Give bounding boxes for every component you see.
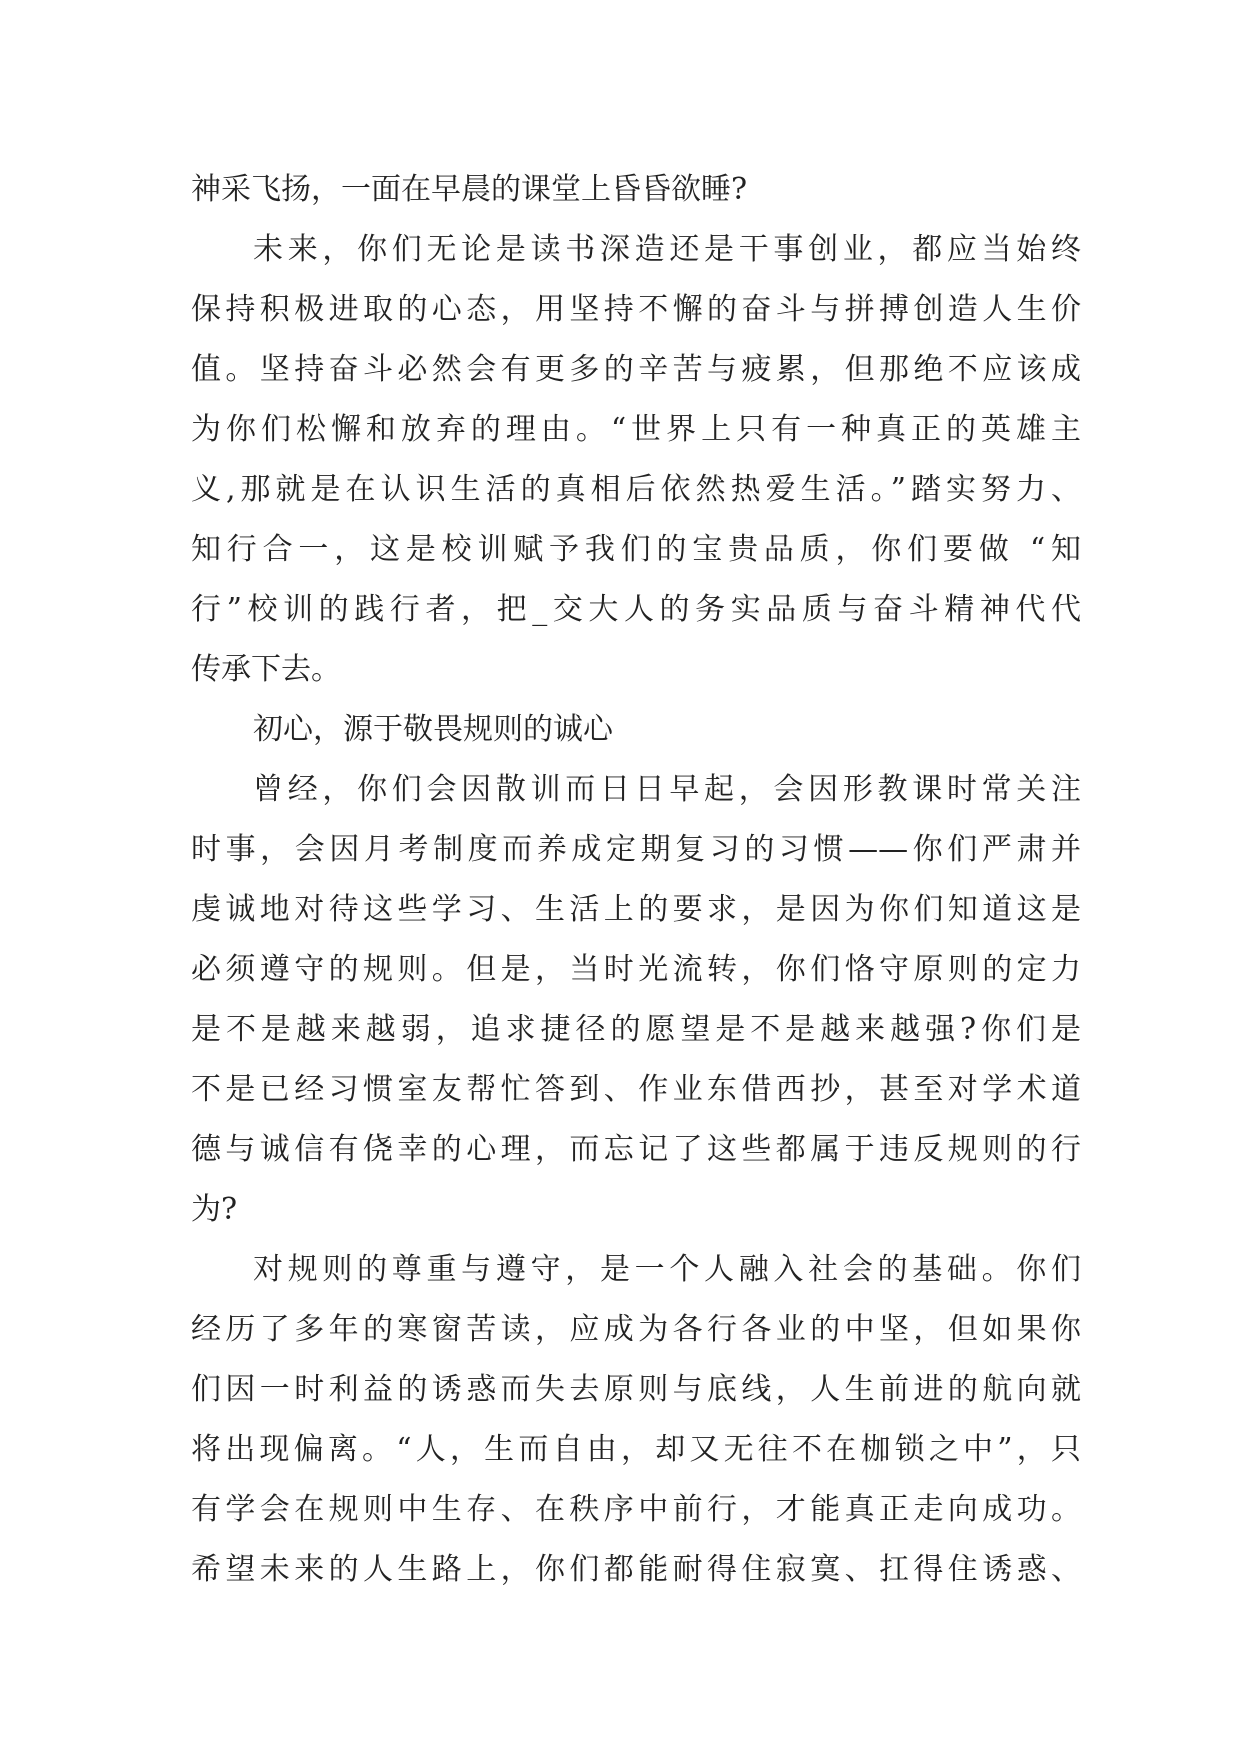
text-line: 时事，会因月考制度而养成定期复习的习惯——你们严肃并 bbox=[191, 832, 1081, 867]
text-line: 为你们松懈和放弃的理由。“世界上只有一种真正的英雄主 bbox=[191, 412, 1081, 447]
text-line: 经历了多年的寒窗苦读，应成为各行各业的中坚，但如果你 bbox=[191, 1312, 1081, 1347]
text-line: 保持积极进取的心态，用坚持不懈的奋斗与拼搏创造人生价 bbox=[191, 292, 1081, 327]
text-line: 们因一时利益的诱惑而失去原则与底线，人生前进的航向就 bbox=[191, 1372, 1081, 1407]
text-line: 不是已经习惯室友帮忙答到、作业东借西抄，甚至对学术道 bbox=[191, 1072, 1081, 1107]
text-line: 行”校训的践行者，把_交大人的务实品质与奋斗精神代代 bbox=[191, 592, 1081, 627]
paragraph-start-line: 曾经，你们会因散训而日日早起，会因形教课时常关注 bbox=[253, 772, 1081, 807]
text-line: 希望未来的人生路上，你们都能耐得住寂寞、扛得住诱惑、 bbox=[191, 1552, 1081, 1587]
text-line: 神采飞扬，一面在早晨的课堂上昏昏欲睡? bbox=[191, 172, 748, 207]
text-line: 必须遵守的规则。但是，当时光流转，你们恪守原则的定力 bbox=[191, 952, 1081, 987]
text-line: 虔诚地对待这些学习、生活上的要求，是因为你们知道这是 bbox=[191, 892, 1081, 927]
body-text bbox=[191, 160, 1081, 1600]
section-heading: 初心，源于敬畏规则的诚心 bbox=[253, 712, 613, 747]
text-line: 将出现偏离。“人，生而自由，却又无往不在枷锁之中”，只 bbox=[191, 1432, 1081, 1467]
text-line: 为? bbox=[191, 1192, 238, 1227]
text-line: 义,那就是在认识生活的真相后依然热爱生活。”踏实努力、 bbox=[191, 472, 1081, 507]
text-line: 德与诚信有侥幸的心理，而忘记了这些都属于违反规则的行 bbox=[191, 1132, 1081, 1167]
text-line: 值。坚持奋斗必然会有更多的辛苦与疲累，但那绝不应该成 bbox=[191, 352, 1081, 387]
paragraph-start-line: 未来，你们无论是读书深造还是干事创业，都应当始终 bbox=[253, 232, 1081, 267]
text-line: 是不是越来越弱，追求捷径的愿望是不是越来越强?你们是 bbox=[191, 1012, 1081, 1047]
paragraph-start-line: 对规则的尊重与遵守，是一个人融入社会的基础。你们 bbox=[253, 1252, 1081, 1287]
text-line: 有学会在规则中生存、在秩序中前行，才能真正走向成功。 bbox=[191, 1492, 1081, 1527]
text-line: 知行合一，这是校训赋予我们的宝贵品质，你们要做 “知 bbox=[191, 532, 1081, 567]
text-line: 传承下去。 bbox=[191, 652, 341, 687]
